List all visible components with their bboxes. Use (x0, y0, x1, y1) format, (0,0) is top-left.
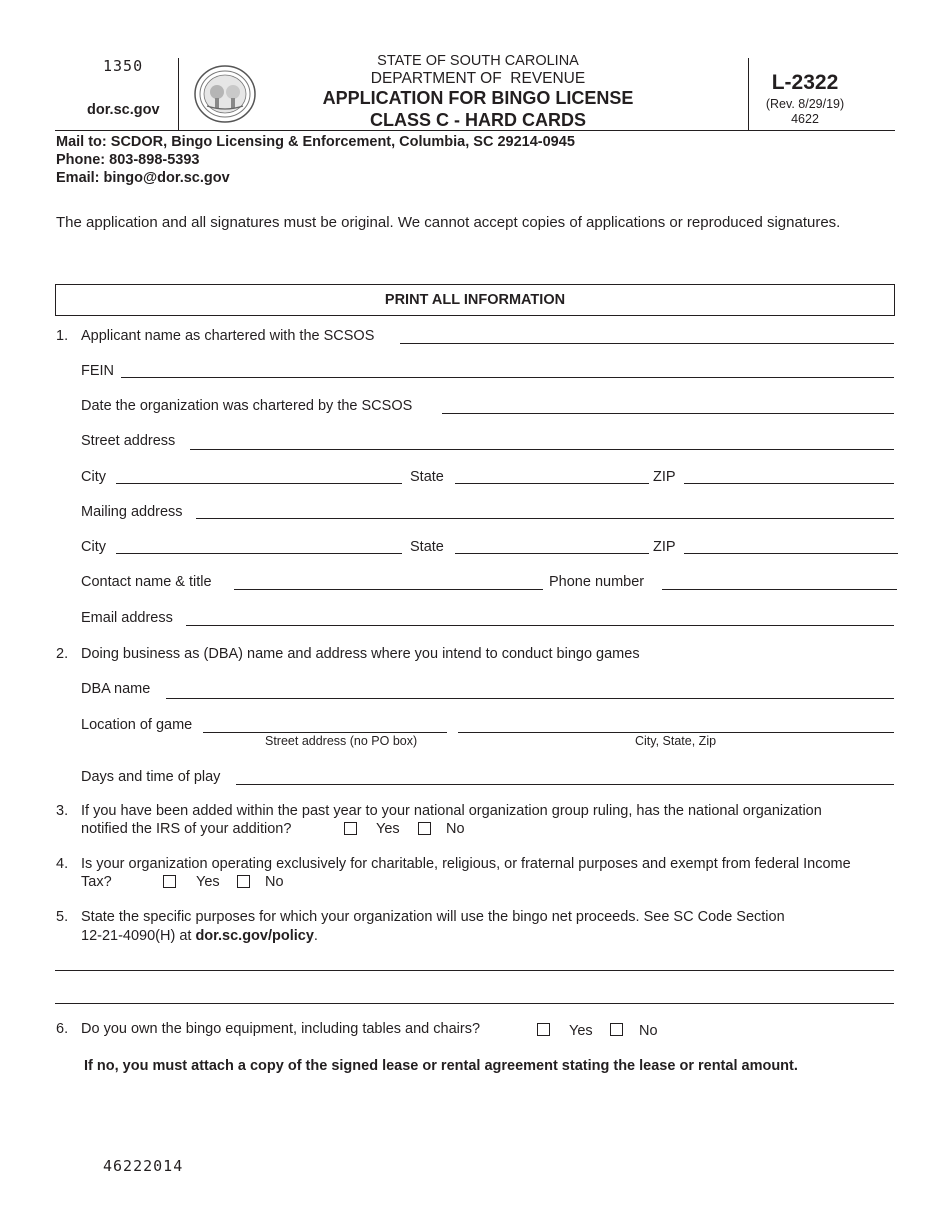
dba-name-label: DBA name (81, 681, 151, 697)
q6-yes-checkbox[interactable] (537, 1023, 550, 1036)
q5-line2 (81, 928, 318, 944)
zip-field[interactable] (684, 483, 894, 484)
applicant-name-label: Applicant name as chartered with the SCSOS (81, 328, 375, 344)
contact-name-label: Contact name & title (81, 574, 212, 590)
q2-number: 2. (56, 646, 69, 662)
phone-number-label: Phone number (549, 574, 645, 590)
form-id: 4622 (791, 112, 819, 126)
city-hint: City, State, Zip (635, 734, 717, 748)
q5-answer-line-1[interactable] (55, 970, 894, 971)
q1-number: 1. (56, 328, 69, 344)
dba-name-field[interactable] (166, 698, 894, 699)
form-title-line2: CLASS C - HARD CARDS (370, 110, 586, 130)
revision-date: (Rev. 8/29/19) (765, 97, 845, 111)
q3-no-checkbox[interactable] (418, 822, 431, 835)
zip2-field[interactable] (684, 553, 898, 554)
days-time-field[interactable] (236, 784, 894, 785)
state2-label: State (410, 539, 444, 555)
policy-link[interactable]: dor.sc.gov/policy (195, 928, 314, 944)
location-city-field[interactable] (458, 732, 894, 733)
q6-yes-label: Yes (569, 1023, 593, 1039)
section-title: PRINT ALL INFORMATION (384, 292, 566, 308)
q4-line2: Tax? (81, 874, 112, 890)
fein-field[interactable] (121, 377, 894, 378)
city2-field[interactable] (116, 553, 402, 554)
mail-to: Mail to: SCDOR, Bingo Licensing & Enforcement, Columbia, SC 29214-0945 (56, 134, 575, 150)
q5-line2-suffix: . (313, 928, 318, 944)
location-of-game-label: Location of game (81, 717, 193, 733)
header-divider-left (178, 58, 179, 130)
q6-number: 6. (56, 1021, 69, 1037)
email-address-label: Email address (81, 610, 173, 626)
date-chartered-label: Date the organization was chartered by the SCSOS (81, 398, 413, 414)
city2-label: City (81, 539, 106, 555)
barcode-number: 46222014 (103, 1157, 184, 1175)
days-time-label: Days and time of play (81, 769, 221, 785)
q3-line2: notified the IRS of your addition? (81, 821, 292, 837)
q3-yes-checkbox[interactable] (344, 822, 357, 835)
q4-yes-label: Yes (196, 874, 220, 890)
zip-label: ZIP (653, 469, 676, 485)
contact-name-field[interactable] (234, 589, 543, 590)
header-bottom-rule (55, 130, 895, 131)
street-address-field[interactable] (190, 449, 894, 450)
email-address-field[interactable] (186, 625, 894, 626)
q5-number: 5. (56, 909, 69, 925)
form-code-top: 1350 (103, 57, 144, 75)
mailing-address-label: Mailing address (81, 504, 183, 520)
form-title-line1: APPLICATION FOR BINGO LICENSE (322, 88, 634, 108)
original-notice: The application and all signatures must be original. We cannot accept copies of applications or reproduced signatures. (56, 214, 841, 231)
street-hint: Street address (no PO box) (265, 734, 418, 748)
q6-text: Do you own the bingo equipment, including tables and chairs? (81, 1021, 481, 1037)
q4-yes-checkbox[interactable] (163, 875, 176, 888)
form-number: L-2322 (771, 71, 839, 94)
department-name: DEPARTMENT OF REVENUE (370, 70, 586, 87)
state-field[interactable] (455, 483, 649, 484)
state-seal-icon (193, 64, 257, 124)
state-name: STATE OF SOUTH CAROLINA (377, 53, 579, 69)
q4-number: 4. (56, 856, 69, 872)
fein-label: FEIN (81, 363, 115, 379)
q6-no-checkbox[interactable] (610, 1023, 623, 1036)
location-street-field[interactable] (203, 732, 447, 733)
q2-text: Doing business as (DBA) name and address where you intend to conduct bingo games (81, 646, 640, 662)
q6-no-label: No (639, 1023, 658, 1039)
contact-email: Email: bingo@dor.sc.gov (56, 170, 230, 186)
city-field[interactable] (116, 483, 402, 484)
section-header-box (55, 284, 895, 316)
q4-no-checkbox[interactable] (237, 875, 250, 888)
q3-yes-label: Yes (376, 821, 400, 837)
city-label: City (81, 469, 106, 485)
q5-line2-prefix: 12-21-4090(H) at (81, 928, 196, 944)
street-address-label: Street address (81, 433, 176, 449)
date-chartered-field[interactable] (442, 413, 894, 414)
q3-line1: If you have been added within the past year to your national organization group ruling, has the national organization (81, 803, 822, 819)
zip2-label: ZIP (653, 539, 676, 555)
mailing-address-field[interactable] (196, 518, 894, 519)
phone-number-field[interactable] (662, 589, 897, 590)
q3-number: 3. (56, 803, 69, 819)
q4-line1: Is your organization operating exclusively for charitable, religious, or fraternal purposes and exempt from federal Income (81, 856, 851, 872)
lease-note: If no, you must attach a copy of the signed lease or rental agreement stating the lease or rental amount. (84, 1058, 798, 1074)
header-divider-right (748, 58, 749, 130)
state-label: State (410, 469, 444, 485)
q3-no-label: No (446, 821, 465, 837)
q4-no-label: No (265, 874, 284, 890)
applicant-name-field[interactable] (400, 343, 894, 344)
q5-line1: State the specific purposes for which your organization will use the bingo net proceeds. See SC Code Section (81, 909, 785, 925)
website-label: dor.sc.gov (87, 102, 160, 118)
contact-phone: Phone: 803-898-5393 (56, 152, 200, 168)
state2-field[interactable] (455, 553, 649, 554)
q5-answer-line-2[interactable] (55, 1003, 894, 1004)
